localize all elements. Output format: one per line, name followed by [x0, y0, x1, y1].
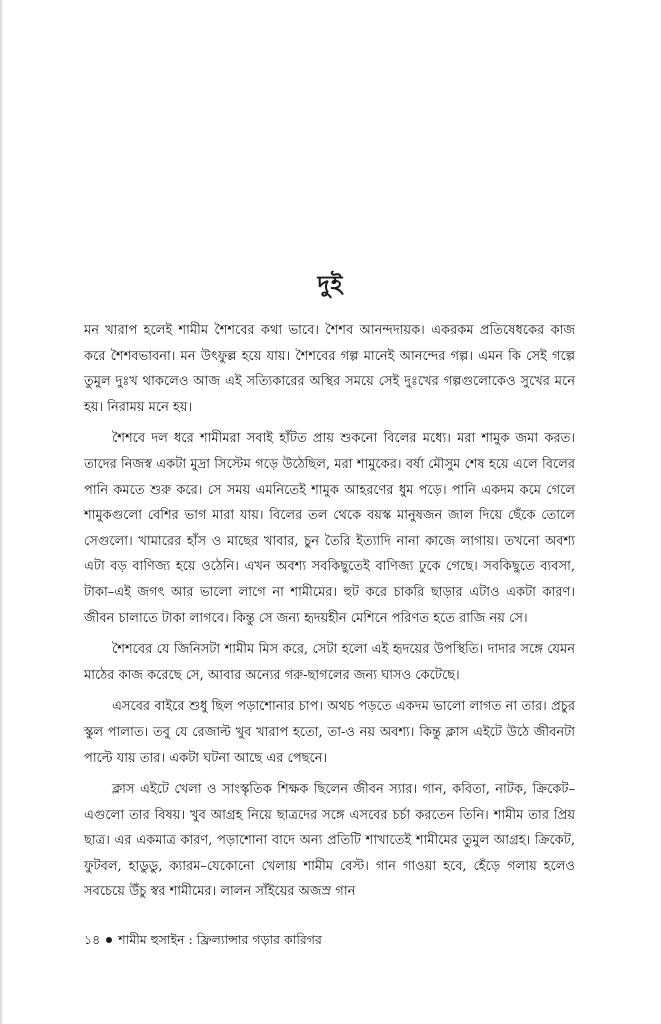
bullet-icon — [106, 937, 112, 943]
chapter-title: দুই — [317, 271, 344, 298]
page-edge-shadow — [0, 0, 4, 1024]
page-number: ১৪ — [84, 932, 101, 947]
paragraph: মন খারাপ হলেই শামীম শৈশবের কথা ভাবে। শৈশব আনন্দদায়ক। একরকম প্রতিষেধকের কাজ করে শৈশবভাবনা। মন উৎফুল্ল হয়ে যায়। শৈশবের গল্প মানেই আনন্দের গল্প। এমন কি সেই গল্পে তুমুল দুঃখ থাকলেও আজ এই সত্যিকারের অস্থির সময়ে সেই দুঃখের গল্পগুলোকেও সুখের মনে হয়। নিরাময় মনে হয়। — [84, 323, 575, 415]
paragraph: এসবের বাইরে শুধু ছিল পড়াশোনার চাপ। অথচ পড়তে একদম ভালো লাগত না তার। প্রচুর স্কুল পালাত। তবু যে রেজাল্ট খুব খারাপ হতো, তা-ও নয় অবশ্য। কিন্তু ক্লাস এইটে উঠে জীবনটা পাল্টে যায় তার। একটা ঘটনা আছে এর পেছনে। — [84, 699, 575, 766]
running-title: শামীম হুসাইন : ফ্রিল্যান্সার গড়ার কারিগর — [118, 932, 322, 947]
paragraph: শৈশবে দল ধরে শামীমরা সবাই হাঁটত প্রায় শুকনো বিলের মধ্যে। মরা শামুক জমা করত। তাদের নিজস্ব একটা মুদ্রা সিস্টেম গড়ে উঠেছিল, মরা শামুকের। বর্ষা মৌসুম শেষ হয়ে এলে বিলের পানি কমতে শুরু করে। সে সময় এমনিতেই শামুক আহরণের ধুম পড়ে। পানি একদম কমে গেলে শামুকগুলো বেশির ভাগ মারা যায়। বিলের তল থেকে বয়স্ক মানুষজন জাল দিয়ে ছেঁকে তোলে সেগুলো। খামারের হাঁস ও মাছের খাবার, চুন তৈরি ইত্যাদি নানা কাজে লাগায়। তখনো অবশ্য এটা বড় বাণিজ্য হয়ে ওঠেনি। এখন অবশ্য সবকিছুতেই বাণিজ্য ঢুকে গেছে। সবকিছুতে ব্যবসা, টাকা–এই জগৎ আর ভালো লাগে না শামীমের। হুট করে চাকরি ছাড়ার এটাও একটা কারণ। জীবন চালাতে টাকা লাগবে। কিন্তু সে জন্য হৃদয়হীন মেশিনে পরিণত হতে রাজি নয় সে। — [84, 431, 575, 626]
paragraph: ক্লাস এইটে খেলা ও সাংস্কৃতিক শিক্ষক ছিলেন জীবন স্যার। গান, কবিতা, নাটক, ক্রিকেট–এগুলো তার বিষয়। খুব আগ্রহ নিয়ে ছাত্রদের সঙ্গে এসবের চর্চা করতেন তিনি। শামীম তার প্রিয় ছাত্র। এর একমাত্র কারণ, পড়াশোনা বাদে অন্য প্রতিটি শাখাতেই শামীমের তুমুল আগ্রহ। ক্রিকেট, ফুটবল, হাডুডু, ক্যারম–যেকোনো খেলায় শামীম বেস্ট। গান গাওয়া হবে, হেঁড়ে গলায় হলেও সবচেয়ে উঁচু স্বর শামীমের। লালন সাঁইয়ের অজস্র গান — [84, 782, 575, 900]
chapter-body — [84, 318, 575, 911]
page-footer — [84, 930, 322, 950]
paragraph: শৈশবের যে জিনিসটা শামীম মিস করে, সেটা হলো এই হৃদয়ের উপস্থিতি। দাদার সঙ্গে যেমন মাঠের কাজ করেছে সে, আবার অন্যের গরু-ছাগলের জন্য ঘাসও কেটেছে। — [84, 642, 575, 683]
